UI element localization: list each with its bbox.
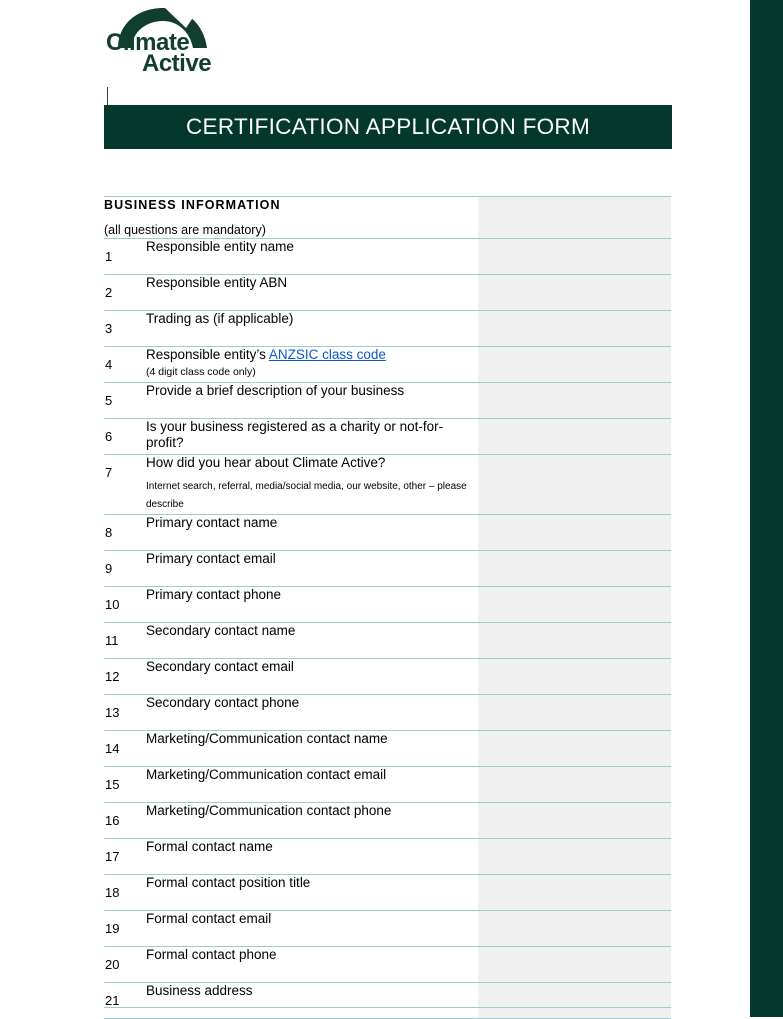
question-text: Secondary contact email [146, 659, 294, 674]
question-text-prefix: Responsible entity’s [146, 347, 269, 362]
row-label-cell [146, 455, 478, 515]
question-text: Marketing/Communication contact email [146, 767, 387, 782]
question-text: Business address [146, 983, 253, 998]
table-row [104, 911, 671, 947]
answer-cell[interactable] [478, 947, 671, 983]
row-number-cell: 3 [104, 311, 146, 347]
question-text: Primary contact phone [146, 587, 282, 602]
row-label-cell [146, 515, 478, 551]
question-hint: (4 digit class code only) [146, 366, 256, 378]
row-number-cell: 8 [104, 515, 146, 551]
row-label-cell [146, 767, 478, 803]
table-row [104, 803, 671, 839]
table-row [104, 875, 671, 911]
question-text: How did you hear about Climate Active? [146, 455, 386, 470]
answer-cell[interactable] [478, 983, 671, 1019]
table-row [104, 947, 671, 983]
answer-cell[interactable] [478, 911, 671, 947]
table-row [104, 275, 671, 311]
row-label-cell [146, 587, 478, 623]
question-text: Responsible entity name [146, 239, 294, 254]
answer-cell[interactable] [478, 587, 671, 623]
row-number-cell: 19 [104, 911, 146, 947]
answer-cell[interactable] [478, 731, 671, 767]
answer-cell[interactable] [478, 623, 671, 659]
table-row [104, 419, 671, 455]
table-row [104, 767, 671, 803]
answer-cell[interactable] [478, 695, 671, 731]
table-row [104, 659, 671, 695]
answer-cell[interactable] [478, 383, 671, 419]
row-number-cell: 15 [104, 767, 146, 803]
row-number-cell: 1 [104, 239, 146, 275]
table-row [104, 515, 671, 551]
row-number-cell: 4 [104, 347, 146, 383]
question-text: Formal contact name [146, 839, 273, 854]
table-row [104, 239, 671, 275]
answer-cell[interactable] [478, 659, 671, 695]
section-header-cell [104, 197, 478, 239]
row-label-cell [146, 911, 478, 947]
row-number-cell: 11 [104, 623, 146, 659]
climate-active-logo [104, 6, 228, 76]
row-number-cell: 12 [104, 659, 146, 695]
question-text: Primary contact name [146, 515, 278, 530]
answer-cell[interactable] [478, 551, 671, 587]
table-row [104, 731, 671, 767]
answer-cell[interactable] [478, 803, 671, 839]
row-number-cell: 17 [104, 839, 146, 875]
question-text: Secondary contact phone [146, 695, 300, 710]
answer-cell[interactable] [478, 455, 671, 515]
question-text: Trading as (if applicable) [146, 311, 294, 326]
row-number-cell: 6 [104, 419, 146, 455]
question-text: Marketing/Communication contact phone [146, 803, 392, 818]
section-title: BUSINESS INFORMATION [104, 198, 281, 212]
table-row [104, 551, 671, 587]
business-information-table [104, 196, 671, 1019]
row-number-cell: 20 [104, 947, 146, 983]
row-label-cell [146, 803, 478, 839]
text-cursor-caret [107, 87, 108, 106]
answer-cell[interactable] [478, 419, 671, 455]
row-number-cell: 16 [104, 803, 146, 839]
table-row [104, 983, 671, 1019]
table-row [104, 347, 671, 383]
row-label-cell [146, 275, 478, 311]
question-text: Primary contact email [146, 551, 276, 566]
answer-cell[interactable] [478, 239, 671, 275]
question-text: Formal contact email [146, 911, 272, 926]
row-label-cell [146, 347, 478, 383]
table-row [104, 623, 671, 659]
row-number-cell: 21 [104, 983, 146, 1019]
table-row [104, 311, 671, 347]
row-number-cell: 18 [104, 875, 146, 911]
row-label-cell [146, 983, 478, 1019]
table-row [104, 587, 671, 623]
row-label-cell [146, 383, 478, 419]
answer-cell[interactable] [478, 839, 671, 875]
svg-text:Active: Active [142, 50, 212, 76]
answer-cell[interactable] [478, 197, 671, 239]
answer-cell[interactable] [478, 275, 671, 311]
anzsic-class-code-link[interactable]: ANZSIC class code [268, 347, 386, 362]
answer-cell[interactable] [478, 875, 671, 911]
svg-text:Climate: Climate [106, 29, 190, 56]
row-label-cell [146, 311, 478, 347]
answer-cell[interactable] [478, 767, 671, 803]
question-text: Responsible entity ABN [146, 275, 288, 290]
row-label-cell [146, 839, 478, 875]
question-text: Formal contact position title [146, 875, 311, 890]
row-label-cell [146, 875, 478, 911]
question-text: Provide a brief description of your business [146, 383, 405, 398]
row-label-cell [146, 623, 478, 659]
row-number-cell: 14 [104, 731, 146, 767]
row-number-cell: 5 [104, 383, 146, 419]
table-row [104, 383, 671, 419]
question-hint: Internet search, referral, media/social media, our website, other – please describe [146, 481, 467, 510]
next-section-top-rule [104, 1007, 671, 1008]
table-section-header-row [104, 197, 671, 239]
row-label-cell [146, 551, 478, 587]
question-text: Marketing/Communication contact name [146, 731, 388, 746]
page-title: CERTIFICATION APPLICATION FORM [185, 113, 591, 139]
answer-cell[interactable] [478, 515, 671, 551]
question-text: Secondary contact name [146, 623, 296, 638]
row-label-cell [146, 419, 478, 455]
row-number-cell: 10 [104, 587, 146, 623]
row-label-cell [146, 659, 478, 695]
table-row [104, 839, 671, 875]
row-number-cell: 13 [104, 695, 146, 731]
table-row [104, 455, 671, 515]
answer-cell[interactable] [478, 347, 671, 383]
form-title-banner [104, 105, 672, 149]
row-label-cell [146, 239, 478, 275]
row-number-cell: 9 [104, 551, 146, 587]
right-page-margin-strip [750, 0, 783, 1017]
answer-cell[interactable] [478, 311, 671, 347]
table-row [104, 695, 671, 731]
row-number-cell: 2 [104, 275, 146, 311]
row-label-cell [146, 947, 478, 983]
question-text [146, 347, 478, 363]
question-text: Is your business registered as a charity or not-for-profit? [146, 419, 444, 450]
section-subtitle: (all questions are mandatory) [104, 223, 266, 237]
row-label-cell [146, 731, 478, 767]
question-text: Formal contact phone [146, 947, 277, 962]
row-label-cell [146, 695, 478, 731]
row-number-cell: 7 [104, 455, 146, 515]
